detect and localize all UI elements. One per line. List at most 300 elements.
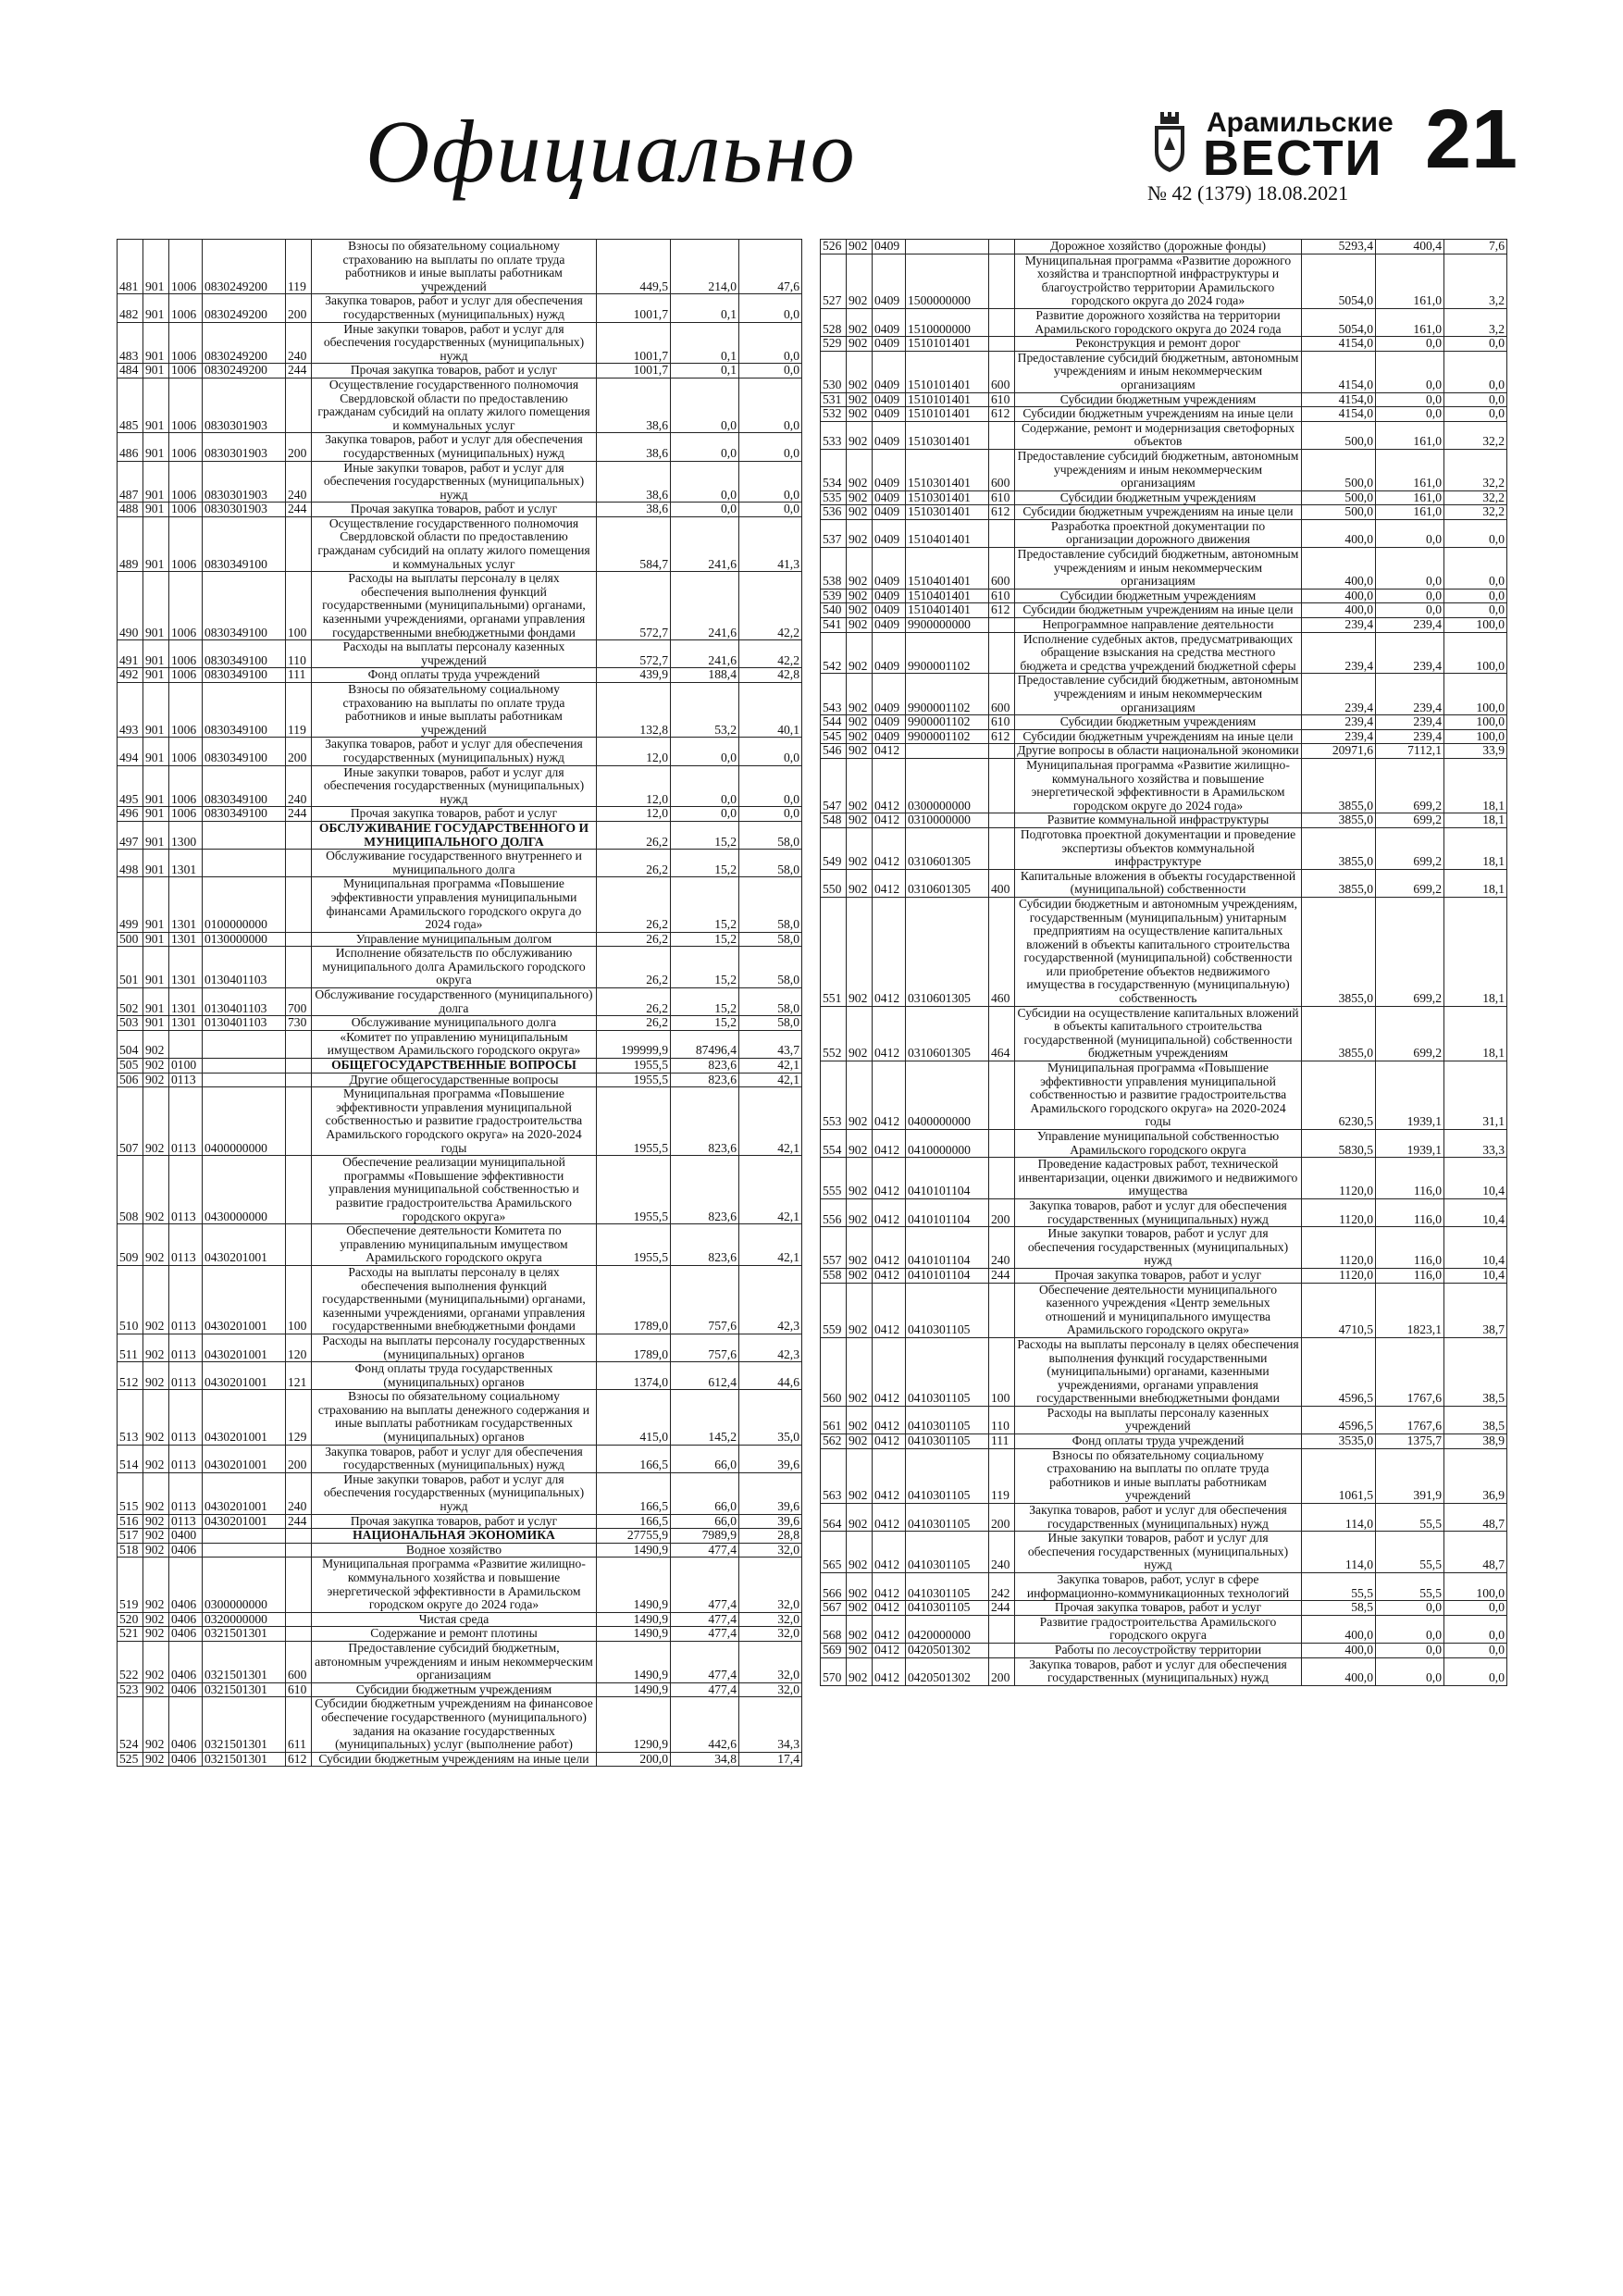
section-code-cell: 0400 xyxy=(169,1529,203,1544)
expense-type-code-cell: 610 xyxy=(286,1682,312,1697)
approved-amount-cell: 400,0 xyxy=(1302,1657,1376,1685)
department-code-cell: 901 xyxy=(143,294,169,322)
description-cell: Субсидии на осуществление капитальных вложений в объекты капитального строительства государственной (муниципальной) собственности бюджетным учреждениям xyxy=(1015,1006,1302,1061)
table-row xyxy=(118,294,802,322)
section-code-cell: 0100 xyxy=(169,1059,203,1074)
executed-amount-cell: 0,0 xyxy=(1376,1601,1444,1616)
table-row xyxy=(821,1532,1507,1573)
expense-type-code-cell: 600 xyxy=(286,1641,312,1682)
target-article-code-cell: 1500000000 xyxy=(906,254,989,308)
executed-amount-cell: 55,5 xyxy=(1376,1504,1444,1532)
department-code-cell: 902 xyxy=(847,827,873,869)
description-cell: Предоставление субсидий бюджетным, автономным учреждениям и иным некоммерческим организациям xyxy=(1015,548,1302,590)
table-row xyxy=(118,1682,802,1697)
description-cell: Субсидии бюджетным учреждениям xyxy=(1015,392,1302,407)
section-code-cell: 0409 xyxy=(873,632,906,674)
executed-amount-cell: 145,2 xyxy=(671,1390,739,1445)
row-number-cell: 536 xyxy=(821,505,847,520)
section-code-cell: 0412 xyxy=(873,1601,906,1616)
expense-type-code-cell: 600 xyxy=(989,548,1015,590)
executed-amount-cell: 757,6 xyxy=(671,1265,739,1334)
execution-percent-cell: 18,1 xyxy=(1444,813,1507,828)
description-cell: Расходы на выплаты персоналу в целях обеспечения выполнения функций государственными (муниципальными) органами, казенными учреждениями, органами управления государственными внебюджетными фондами xyxy=(312,1265,597,1334)
description-cell: Иные закупки товаров, работ и услуг для обеспечения государственных (муниципальных) нужд xyxy=(1015,1227,1302,1269)
section-code-cell: 0409 xyxy=(873,548,906,590)
description-cell: Другие вопросы в области национальной экономики xyxy=(1015,744,1302,759)
section-code-cell: 0406 xyxy=(169,1543,203,1558)
table-row xyxy=(118,1514,802,1529)
description-cell: Предоставление субсидий бюджетным, автономным учреждениям и иным некоммерческим организациям xyxy=(1015,449,1302,490)
department-code-cell: 901 xyxy=(143,807,169,822)
target-article-code-cell: 0830301903 xyxy=(203,378,286,432)
description-cell: Муниципальная программа «Развитие дорожного хозяйства и транспортной инфраструктуры и благоустройство территории Арамильского городского округа до 2024 года» xyxy=(1015,254,1302,308)
table-row xyxy=(118,1156,802,1224)
execution-percent-cell: 58,0 xyxy=(739,850,802,877)
executed-amount-cell: 15,2 xyxy=(671,947,739,988)
approved-amount-cell: 4154,0 xyxy=(1302,407,1376,422)
section-code-cell: 0412 xyxy=(873,827,906,869)
approved-amount-cell: 239,4 xyxy=(1302,729,1376,744)
approved-amount-cell: 500,0 xyxy=(1302,505,1376,520)
table-row xyxy=(118,877,802,932)
department-code-cell: 902 xyxy=(847,490,873,505)
description-cell: Обеспечение деятельности муниципального казенного учреждения «Центр земельных отношений и муниципального имущества Арамильского городского округа» xyxy=(1015,1283,1302,1337)
expense-type-code-cell: 240 xyxy=(989,1532,1015,1573)
expense-type-code-cell: 400 xyxy=(989,869,1015,897)
description-cell: ОБЩЕГОСУДАРСТВЕННЫЕ ВОПРОСЫ xyxy=(312,1059,597,1074)
execution-percent-cell: 0,0 xyxy=(1444,519,1507,547)
table-row xyxy=(118,1087,802,1156)
executed-amount-cell: 161,0 xyxy=(1376,505,1444,520)
execution-percent-cell: 42,8 xyxy=(739,668,802,683)
execution-percent-cell: 58,0 xyxy=(739,1016,802,1031)
executed-amount-cell: 239,4 xyxy=(1376,715,1444,730)
row-number-cell: 550 xyxy=(821,869,847,897)
execution-percent-cell: 42,3 xyxy=(739,1265,802,1334)
executed-amount-cell: 239,4 xyxy=(1376,674,1444,715)
target-article-code-cell: 1510401401 xyxy=(906,519,989,547)
executed-amount-cell: 0,0 xyxy=(671,433,739,461)
table-row xyxy=(821,729,1507,744)
section-code-cell: 0412 xyxy=(873,869,906,897)
row-number-cell: 505 xyxy=(118,1059,143,1074)
expense-type-code-cell: 610 xyxy=(989,392,1015,407)
table-row xyxy=(821,632,1507,674)
executed-amount-cell: 161,0 xyxy=(1376,254,1444,308)
logo-bottom-text: ВЕСТИ xyxy=(1203,130,1383,186)
section-code-cell: 0409 xyxy=(873,337,906,352)
department-code-cell: 902 xyxy=(847,1504,873,1532)
target-article-code-cell: 0830249200 xyxy=(203,364,286,379)
executed-amount-cell: 699,2 xyxy=(1376,827,1444,869)
row-number-cell: 521 xyxy=(118,1627,143,1642)
expense-type-code-cell: 612 xyxy=(989,603,1015,618)
department-code-cell: 902 xyxy=(847,632,873,674)
section-code-cell: 0412 xyxy=(873,1643,906,1657)
target-article-code-cell: 0130000000 xyxy=(203,932,286,947)
section-code-cell: 0409 xyxy=(873,603,906,618)
description-cell: Прочая закупка товаров, работ и услуг xyxy=(1015,1268,1302,1283)
approved-amount-cell: 38,6 xyxy=(597,378,671,432)
executed-amount-cell: 612,4 xyxy=(671,1362,739,1390)
target-article-code-cell: 0430201001 xyxy=(203,1362,286,1390)
target-article-code-cell: 0300000000 xyxy=(906,758,989,813)
section-code-cell: 0409 xyxy=(873,490,906,505)
description-cell: Расходы на выплаты персоналу государственных (муниципальных) органов xyxy=(312,1334,597,1361)
department-code-cell: 902 xyxy=(847,813,873,828)
department-code-cell: 902 xyxy=(847,1573,873,1601)
section-code-cell: 1006 xyxy=(169,378,203,432)
table-row xyxy=(118,1059,802,1074)
department-code-cell: 902 xyxy=(847,1283,873,1337)
department-code-cell: 901 xyxy=(143,322,169,364)
execution-percent-cell: 32,2 xyxy=(1444,505,1507,520)
target-article-code-cell: 0830349100 xyxy=(203,640,286,668)
executed-amount-cell: 116,0 xyxy=(1376,1198,1444,1226)
row-number-cell: 489 xyxy=(118,516,143,571)
section-code-cell: 1006 xyxy=(169,668,203,683)
row-number-cell: 502 xyxy=(118,988,143,1016)
target-article-code-cell: 0410301105 xyxy=(906,1337,989,1406)
expense-type-code-cell: 110 xyxy=(989,1406,1015,1433)
row-number-cell: 544 xyxy=(821,715,847,730)
row-number-cell: 497 xyxy=(118,821,143,849)
section-code-cell: 0412 xyxy=(873,1061,906,1130)
approved-amount-cell: 1001,7 xyxy=(597,294,671,322)
section-code-cell: 0113 xyxy=(169,1087,203,1156)
target-article-code-cell: 9900001102 xyxy=(906,632,989,674)
department-code-cell: 902 xyxy=(143,1445,169,1472)
executed-amount-cell: 241,6 xyxy=(671,640,739,668)
department-code-cell: 902 xyxy=(847,869,873,897)
row-number-cell: 486 xyxy=(118,433,143,461)
expense-type-code-cell: 200 xyxy=(989,1504,1015,1532)
row-number-cell: 488 xyxy=(118,503,143,517)
table-row xyxy=(821,392,1507,407)
expense-type-code-cell: 119 xyxy=(989,1448,1015,1503)
executed-amount-cell: 823,6 xyxy=(671,1087,739,1156)
row-number-cell: 495 xyxy=(118,765,143,807)
approved-amount-cell: 572,7 xyxy=(597,572,671,640)
table-row xyxy=(821,519,1507,547)
execution-percent-cell: 31,1 xyxy=(1444,1061,1507,1130)
row-number-cell: 563 xyxy=(821,1448,847,1503)
executed-amount-cell: 0,0 xyxy=(1376,1615,1444,1643)
approved-amount-cell: 500,0 xyxy=(1302,449,1376,490)
section-code-cell: 0412 xyxy=(873,1198,906,1226)
description-cell: Закупка товаров, работ, услуг в сфере информационно-коммуникационных технологий xyxy=(1015,1573,1302,1601)
row-number-cell: 535 xyxy=(821,490,847,505)
executed-amount-cell: 116,0 xyxy=(1376,1227,1444,1269)
target-article-code-cell: 0321501301 xyxy=(203,1682,286,1697)
row-number-cell: 501 xyxy=(118,947,143,988)
row-number-cell: 504 xyxy=(118,1030,143,1058)
target-article-code-cell: 9900001102 xyxy=(906,715,989,730)
approved-amount-cell: 500,0 xyxy=(1302,421,1376,449)
table-row xyxy=(821,1158,1507,1199)
section-code-cell: 0409 xyxy=(873,519,906,547)
row-number-cell: 520 xyxy=(118,1612,143,1627)
executed-amount-cell: 15,2 xyxy=(671,877,739,932)
section-code-cell: 0409 xyxy=(873,254,906,308)
execution-percent-cell: 39,6 xyxy=(739,1445,802,1472)
executed-amount-cell: 699,2 xyxy=(1376,758,1444,813)
row-number-cell: 513 xyxy=(118,1390,143,1445)
expense-type-code-cell: 600 xyxy=(989,674,1015,715)
execution-percent-cell: 42,2 xyxy=(739,640,802,668)
approved-amount-cell: 200,0 xyxy=(597,1752,671,1767)
expense-type-code-cell: 200 xyxy=(989,1657,1015,1685)
description-cell: Субсидии бюджетным учреждениям на иные цели xyxy=(1015,603,1302,618)
department-code-cell: 901 xyxy=(143,240,169,294)
page-number: 21 xyxy=(1425,93,1518,186)
description-cell: Взносы по обязательному социальному страхованию на выплаты по оплате труда работников и иные выплаты работникам учреждений xyxy=(1015,1448,1302,1503)
department-code-cell: 902 xyxy=(143,1472,169,1514)
execution-percent-cell: 0,0 xyxy=(739,765,802,807)
department-code-cell: 901 xyxy=(143,683,169,738)
table-row xyxy=(821,1006,1507,1061)
target-article-code-cell: 0830249200 xyxy=(203,294,286,322)
table-row xyxy=(118,1697,802,1752)
department-code-cell: 902 xyxy=(143,1682,169,1697)
approved-amount-cell: 114,0 xyxy=(1302,1504,1376,1532)
section-code-cell: 1006 xyxy=(169,683,203,738)
section-code-cell: 1006 xyxy=(169,503,203,517)
department-code-cell: 902 xyxy=(847,240,873,254)
row-number-cell: 518 xyxy=(118,1543,143,1558)
target-article-code-cell: 0410301105 xyxy=(906,1532,989,1573)
target-article-code-cell: 0321501301 xyxy=(203,1752,286,1767)
table-row xyxy=(821,1504,1507,1532)
section-code-cell: 0412 xyxy=(873,1657,906,1685)
table-row xyxy=(118,1224,802,1266)
executed-amount-cell: 55,5 xyxy=(1376,1532,1444,1573)
department-code-cell: 901 xyxy=(143,640,169,668)
expense-type-code-cell: 612 xyxy=(286,1752,312,1767)
table-row xyxy=(118,1627,802,1642)
target-article-code-cell xyxy=(203,1073,286,1087)
target-article-code-cell xyxy=(906,240,989,254)
target-article-code-cell: 0420000000 xyxy=(906,1615,989,1643)
approved-amount-cell: 1955,5 xyxy=(597,1224,671,1266)
executed-amount-cell: 161,0 xyxy=(1376,421,1444,449)
table-row xyxy=(821,715,1507,730)
execution-percent-cell: 38,9 xyxy=(1444,1434,1507,1449)
expense-type-code-cell xyxy=(286,1627,312,1642)
executed-amount-cell: 15,2 xyxy=(671,1016,739,1031)
executed-amount-cell: 0,1 xyxy=(671,364,739,379)
expense-type-code-cell xyxy=(989,1130,1015,1158)
approved-amount-cell: 26,2 xyxy=(597,1016,671,1031)
target-article-code-cell: 0430201001 xyxy=(203,1334,286,1361)
execution-percent-cell: 36,9 xyxy=(1444,1448,1507,1503)
section-code-cell: 1006 xyxy=(169,516,203,571)
execution-percent-cell: 3,2 xyxy=(1444,308,1507,336)
table-row xyxy=(821,618,1507,633)
executed-amount-cell: 241,6 xyxy=(671,572,739,640)
execution-percent-cell: 18,1 xyxy=(1444,869,1507,897)
approved-amount-cell: 3855,0 xyxy=(1302,827,1376,869)
approved-amount-cell: 584,7 xyxy=(597,516,671,571)
table-row xyxy=(118,1334,802,1361)
execution-percent-cell: 10,4 xyxy=(1444,1268,1507,1283)
department-code-cell: 901 xyxy=(143,668,169,683)
table-row xyxy=(118,378,802,432)
execution-percent-cell: 0,0 xyxy=(1444,1615,1507,1643)
department-code-cell: 902 xyxy=(143,1529,169,1544)
row-number-cell: 566 xyxy=(821,1573,847,1601)
row-number-cell: 551 xyxy=(821,897,847,1006)
table-row xyxy=(118,668,802,683)
section-code-cell: 0113 xyxy=(169,1265,203,1334)
target-article-code-cell: 0410101104 xyxy=(906,1158,989,1199)
execution-percent-cell: 17,4 xyxy=(739,1752,802,1767)
department-code-cell: 901 xyxy=(143,503,169,517)
approved-amount-cell: 166,5 xyxy=(597,1472,671,1514)
section-code-cell: 0409 xyxy=(873,421,906,449)
target-article-code-cell: 0430201001 xyxy=(203,1390,286,1445)
department-code-cell: 902 xyxy=(143,1543,169,1558)
department-code-cell: 902 xyxy=(847,603,873,618)
table-row xyxy=(118,364,802,379)
approved-amount-cell: 1490,9 xyxy=(597,1612,671,1627)
approved-amount-cell: 239,4 xyxy=(1302,632,1376,674)
executed-amount-cell: 239,4 xyxy=(1376,632,1444,674)
row-number-cell: 533 xyxy=(821,421,847,449)
row-number-cell: 490 xyxy=(118,572,143,640)
row-number-cell: 507 xyxy=(118,1087,143,1156)
department-code-cell: 901 xyxy=(143,932,169,947)
executed-amount-cell: 699,2 xyxy=(1376,869,1444,897)
section-code-cell: 1301 xyxy=(169,947,203,988)
execution-percent-cell: 32,0 xyxy=(739,1627,802,1642)
approved-amount-cell: 3535,0 xyxy=(1302,1434,1376,1449)
approved-amount-cell: 4154,0 xyxy=(1302,392,1376,407)
executed-amount-cell: 0,0 xyxy=(1376,589,1444,603)
expense-type-code-cell: 240 xyxy=(286,322,312,364)
approved-amount-cell: 1955,5 xyxy=(597,1087,671,1156)
approved-amount-cell: 38,6 xyxy=(597,503,671,517)
table-row xyxy=(118,947,802,988)
description-cell: Дорожное хозяйство (дорожные фонды) xyxy=(1015,240,1302,254)
execution-percent-cell: 0,0 xyxy=(739,738,802,765)
approved-amount-cell: 26,2 xyxy=(597,932,671,947)
expense-type-code-cell: 242 xyxy=(989,1573,1015,1601)
row-number-cell: 542 xyxy=(821,632,847,674)
target-article-code-cell: 0830301903 xyxy=(203,503,286,517)
execution-percent-cell: 42,1 xyxy=(739,1059,802,1074)
department-code-cell: 902 xyxy=(847,1158,873,1199)
row-number-cell: 532 xyxy=(821,407,847,422)
description-cell: Закупка товаров, работ и услуг для обеспечения государственных (муниципальных) нужд xyxy=(312,294,597,322)
execution-percent-cell: 18,1 xyxy=(1444,758,1507,813)
section-code-cell: 0409 xyxy=(873,715,906,730)
execution-percent-cell: 100,0 xyxy=(1444,715,1507,730)
section-code-cell: 0406 xyxy=(169,1641,203,1682)
row-number-cell: 567 xyxy=(821,1601,847,1616)
department-code-cell: 902 xyxy=(143,1087,169,1156)
description-cell: Расходы на выплаты персоналу в целях обеспечения выполнения функций государственными (муниципальными) органами, казенными учреждениями, органами управления государственными внебюджетными фондами xyxy=(1015,1337,1302,1406)
expense-type-code-cell: 610 xyxy=(989,589,1015,603)
section-code-cell: 0412 xyxy=(873,1268,906,1283)
department-code-cell: 901 xyxy=(143,461,169,503)
department-code-cell: 902 xyxy=(847,715,873,730)
section-code-cell: 1301 xyxy=(169,932,203,947)
expense-type-code-cell xyxy=(989,758,1015,813)
table-row xyxy=(118,807,802,822)
target-article-code-cell: 0830349100 xyxy=(203,738,286,765)
execution-percent-cell: 40,1 xyxy=(739,683,802,738)
executed-amount-cell: 161,0 xyxy=(1376,490,1444,505)
department-code-cell: 902 xyxy=(143,1224,169,1266)
target-article-code-cell: 0430201001 xyxy=(203,1224,286,1266)
expense-type-code-cell: 244 xyxy=(286,807,312,822)
target-article-code-cell: 0830301903 xyxy=(203,461,286,503)
section-code-cell: 0406 xyxy=(169,1752,203,1767)
section-code-cell: 0409 xyxy=(873,505,906,520)
row-number-cell: 562 xyxy=(821,1434,847,1449)
executed-amount-cell: 0,0 xyxy=(1376,351,1444,392)
table-row xyxy=(821,254,1507,308)
executed-amount-cell: 0,0 xyxy=(1376,548,1444,590)
table-row xyxy=(821,1657,1507,1685)
executed-amount-cell: 55,5 xyxy=(1376,1573,1444,1601)
target-article-code-cell: 1510301401 xyxy=(906,449,989,490)
description-cell: Муниципальная программа «Развитие жилищно-коммунального хозяйства и повышение энергетической эффективности в Арамильском городском округе до 2024 года» xyxy=(312,1558,597,1612)
section-code-cell: 1006 xyxy=(169,807,203,822)
execution-percent-cell: 10,4 xyxy=(1444,1227,1507,1269)
approved-amount-cell: 26,2 xyxy=(597,988,671,1016)
approved-amount-cell: 1001,7 xyxy=(597,322,671,364)
description-cell: Расходы на выплаты персоналу казенных учреждений xyxy=(312,640,597,668)
target-article-code-cell: 0130401103 xyxy=(203,1016,286,1031)
right-table-body xyxy=(821,240,1507,1686)
department-code-cell: 902 xyxy=(847,1006,873,1061)
approved-amount-cell: 1955,5 xyxy=(597,1059,671,1074)
approved-amount-cell: 4154,0 xyxy=(1302,351,1376,392)
approved-amount-cell: 3855,0 xyxy=(1302,897,1376,1006)
issue-line: № 42 (1379) 18.08.2021 xyxy=(1147,181,1349,205)
table-row xyxy=(821,351,1507,392)
executed-amount-cell: 239,4 xyxy=(1376,729,1444,744)
table-row xyxy=(821,548,1507,590)
target-article-code-cell: 1510101401 xyxy=(906,337,989,352)
description-cell: Прочая закупка товаров, работ и услуг xyxy=(312,1514,597,1529)
expense-type-code-cell xyxy=(989,240,1015,254)
table-row xyxy=(118,1641,802,1682)
department-code-cell: 902 xyxy=(847,449,873,490)
row-number-cell: 526 xyxy=(821,240,847,254)
expense-type-code-cell: 612 xyxy=(989,407,1015,422)
row-number-cell: 524 xyxy=(118,1697,143,1752)
table-row xyxy=(821,744,1507,759)
executed-amount-cell: 0,0 xyxy=(1376,337,1444,352)
row-number-cell: 564 xyxy=(821,1504,847,1532)
description-cell: Муниципальная программа «Повышение эффективности управления муниципальной собственностью и развитие градостроительства Арамильского городского округа» на 2020-2024 годы xyxy=(312,1087,597,1156)
table-row xyxy=(821,1601,1507,1616)
approved-amount-cell: 1120,0 xyxy=(1302,1158,1376,1199)
target-article-code-cell: 0300000000 xyxy=(203,1558,286,1612)
execution-percent-cell: 38,7 xyxy=(1444,1283,1507,1337)
table-row xyxy=(821,897,1507,1006)
row-number-cell: 492 xyxy=(118,668,143,683)
section-code-cell: 1006 xyxy=(169,572,203,640)
description-cell: Иные закупки товаров, работ и услуг для обеспечения государственных (муниципальных) нужд xyxy=(312,322,597,364)
approved-amount-cell: 12,0 xyxy=(597,807,671,822)
target-article-code-cell: 1510301401 xyxy=(906,505,989,520)
section-code-cell: 0113 xyxy=(169,1445,203,1472)
executed-amount-cell: 0,0 xyxy=(1376,603,1444,618)
